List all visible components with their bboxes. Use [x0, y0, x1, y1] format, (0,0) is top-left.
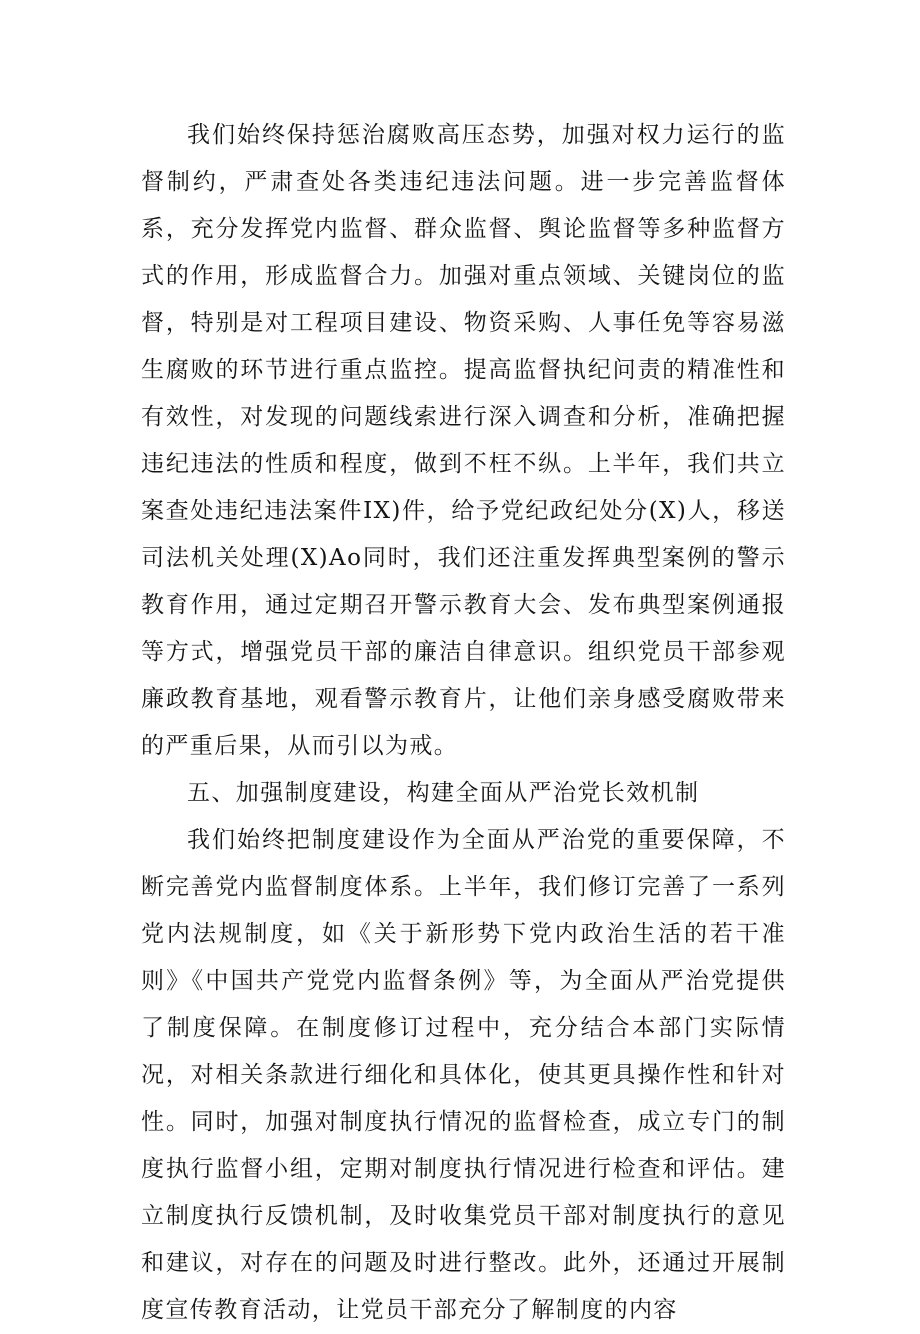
- document-body: [141, 112, 786, 1334]
- paragraph-anti-corruption: 我们始终保持惩治腐败高压态势，加强对权力运行的监督制约，严肃查处各类违纪违法问题。进一步完善监督体系，充分发挥党内监督、群众监督、舆论监督等多种监督方式的作用，形成监督合力。加强对重点领域、关键岗位的监督，特别是对工程项目建设、物资采购、人事任免等容易滋生腐败的环节进行重点监控。提高监督执纪问责的精准性和有效性，对发现的问题线索进行深入调查和分析，准确把握违纪违法的性质和程度，做到不枉不纵。上半年，我们共立案查处违纪违法案件IX)件，给予党纪政纪处分(X)人，移送司法机关处理(X)Ao同时，我们还注重发挥典型案例的警示教育作用，通过定期召开警示教育大会、发布典型案例通报等方式，增强党员干部的廉洁自律意识。组织党员干部参观廉政教育基地，观看警示教育片，让他们亲身感受腐败带来的严重后果，从而引以为戒。: [141, 122, 786, 759]
- paragraph-institution-building: 我们始终把制度建设作为全面从严治党的重要保障，不断完善党内监督制度体系。上半年，我们修订完善了一系列党内法规制度，如《关于新形势下党内政治生活的若干准则》《中国共产党党内监督条例》等，为全面从严治党提供了制度保障。在制度修订过程中，充分结合本部门实际情况，对相关条款进行细化和具体化，使其更具操作性和针对性。同时，加强对制度执行情况的监督检查，成立专门的制度执行监督小组，定期对制度执行情况进行检查和评估。建立制度执行反馈机制，及时收集党员干部对制度执行的意见和建议，对存在的问题及时进行整改。此外，还通过开展制度宣传教育活动，让党员干部充分了解制度的内容: [141, 827, 786, 1323]
- section-heading-five: 五、加强制度建设，构建全面从严治党长效机制: [187, 780, 700, 806]
